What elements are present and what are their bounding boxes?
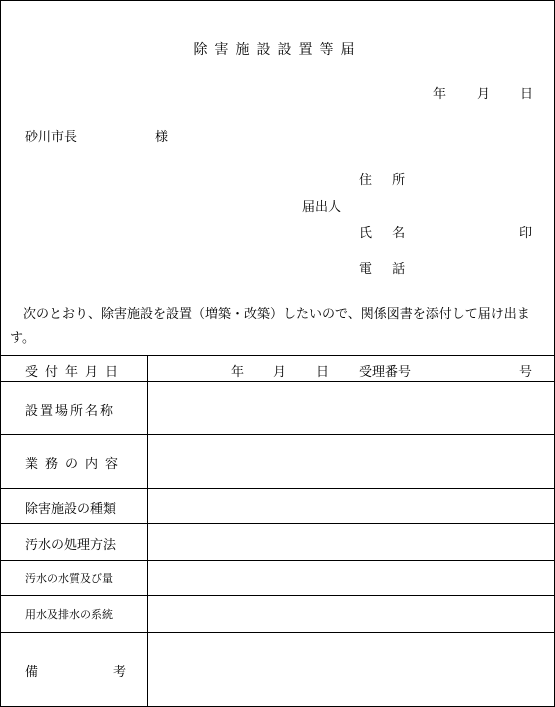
- addressee-name: 砂川市長: [25, 130, 78, 145]
- row-label-water-quality: 汚水の水質及び量: [25, 572, 113, 585]
- statement-text: 次のとおり、除害施設を設置（増築・改築）したいので、関係図書を添付して届け出ます。: [10, 307, 530, 346]
- address-label: 住 所: [359, 173, 414, 188]
- received-month-label: 月: [273, 365, 287, 380]
- row-divider: [1, 434, 554, 435]
- date-day-label: 日: [520, 87, 534, 102]
- received-year-label: 年: [231, 365, 245, 380]
- row-divider: [1, 523, 554, 524]
- date-month-label: 月: [477, 87, 491, 102]
- remarks-label-first: 備: [25, 665, 39, 680]
- seal-label: 印: [519, 226, 533, 241]
- row-label-treatment-method: 汚水の処理方法: [25, 538, 117, 553]
- row-divider: [1, 381, 554, 382]
- row-label-water-system: 用水及排水の系統: [25, 608, 113, 621]
- remarks-label-second: 考: [113, 665, 127, 680]
- row-divider: [1, 560, 554, 561]
- phone-label: 電 話: [359, 262, 414, 277]
- number-suffix: 号: [519, 365, 533, 380]
- row-divider: [1, 488, 554, 489]
- date-year-label: 年: [433, 87, 447, 102]
- received-day-label: 日: [316, 365, 330, 380]
- row-label-location: 設置場所名称: [25, 404, 116, 419]
- column-divider: [147, 355, 148, 706]
- row-label-business: 業務の内容: [25, 457, 126, 472]
- row-label-facility-type: 除害施設の種類: [25, 502, 117, 517]
- form-title: 除害施設設置等届: [193, 42, 362, 58]
- row-divider: [1, 595, 554, 596]
- applicant-label: 届出人: [302, 200, 342, 215]
- addressee-honorific: 様: [155, 130, 169, 145]
- row-divider: [1, 632, 554, 633]
- received-date-label: 受付年月日: [25, 365, 126, 380]
- table-top-border: [1, 355, 554, 356]
- name-label: 氏 名: [359, 226, 414, 241]
- receipt-number-label: 受理番号: [359, 365, 412, 380]
